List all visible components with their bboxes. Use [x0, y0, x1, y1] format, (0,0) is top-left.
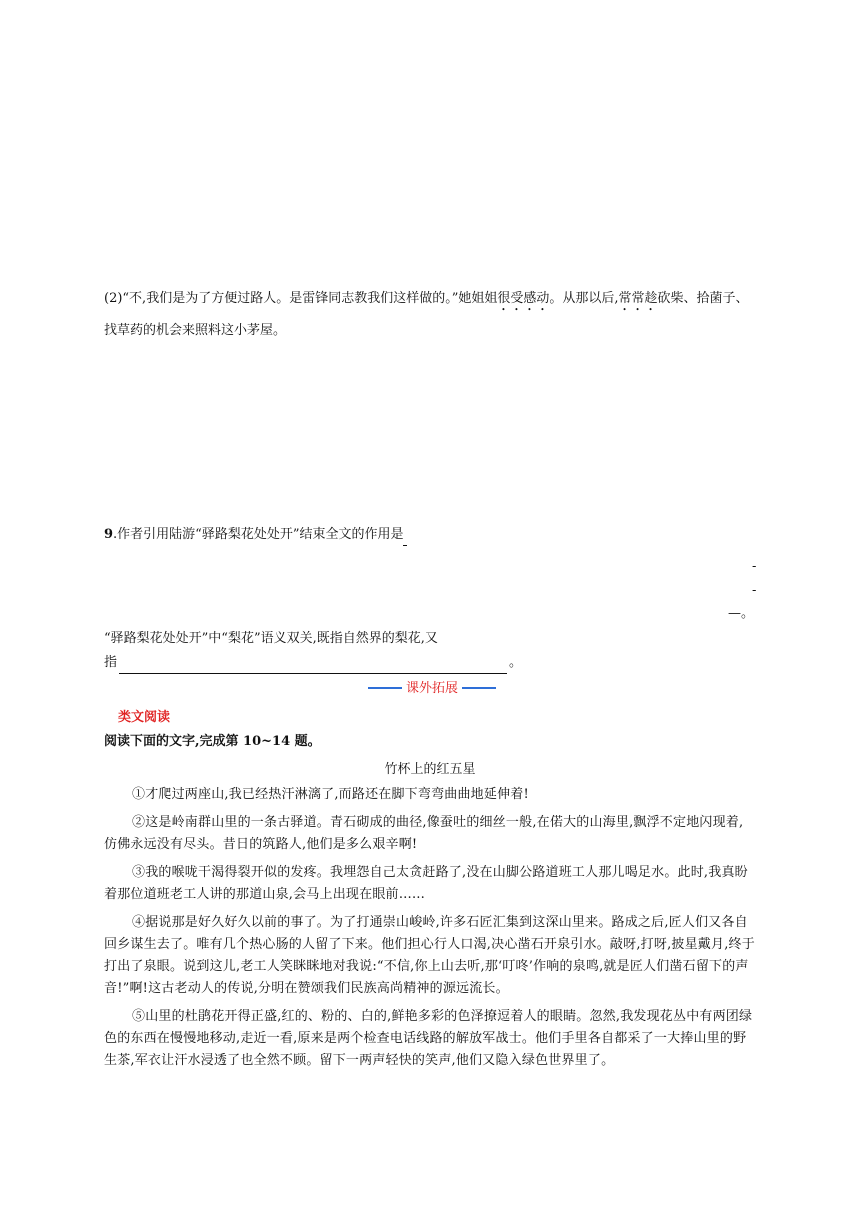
question-9-number: 9 — [104, 527, 114, 542]
paragraph-5: ⑤山里的杜鹃花开得正盛,红的、粉的、白的,鲜艳多彩的色泽撩逗着人的眼睛。忽然,我发现花丛中有两团绿色的东西在慢慢地移动,走近一看,原来是两个检查电话线路的解放军战士。他们手里各自都采了一大捧山里的野生茶,军衣让汗水浸透了也全然不顾。留下一两声轻快的笑声,他们又隐入绿色世界里了。 — [104, 1009, 753, 1068]
paragraph-1: ①才爬过两座山,我已经热汗淋漓了,而路还在脚下弯弯曲曲地延伸着! — [132, 787, 529, 802]
divider-line-right — [462, 687, 496, 689]
answer-line-mark-2: - — [752, 583, 757, 598]
reading-instruction: 阅读下面的文字,完成第 10~14 题。 — [104, 734, 321, 749]
paragraph-4: ④据说那是好久好久以前的事了。为了打通崇山峻岭,许多石匠汇集到这深山里来。路成之后,匠人们又各自回乡谋生去了。唯有几个热心肠的人留了下来。他们担心行人口渴,决心凿石开泉引水。敲呀,打呀,披星戴月,终于打出了泉眼。说到这儿,老工人笑眯眯地对我说:“不信,你上山去听,那‘叮咚’作响的泉鸣,就是匠人们凿石留下的声音!”啊!这古老动人的传说,分明在赞颂我们民族高尚精神的源远流长。 — [104, 915, 755, 996]
answer-line-end: —。 — [728, 606, 755, 621]
question-8-2-emphasis-a: 很受感动 — [497, 291, 550, 306]
question-8-2-text-c: 砍柴、拾菌子、 — [657, 291, 749, 306]
question-9-answer-line[interactable] — [403, 531, 407, 546]
question-8-2-text-b: 。从那以后, — [549, 291, 619, 306]
question-9-part-2-blank-row — [104, 652, 522, 674]
question-8-2 — [104, 288, 764, 342]
paragraph-2: ②这是岭南群山里的一条古驿道。青石砌成的曲径,像蚕吐的细丝一般,在偌大的山海里,飘浮不定地闪现着,仿佛永远没有尽头。昔日的筑路人,他们是多么艰辛啊! — [104, 815, 744, 852]
paragraph-3: ③我的喉咙干渴得裂开似的发疼。我埋怨自己太贪赶路了,没在山脚公路道班工人那儿喝足水。此时,我真盼着那位道班老工人讲的那道山泉,会马上出现在眼前…… — [104, 865, 748, 902]
section-divider — [368, 680, 496, 700]
passage-body — [104, 784, 756, 1072]
question-8-2-line1 — [104, 288, 764, 314]
passage-title: 竹杯上的红五星 — [384, 762, 476, 777]
question-9-zhi: 指 — [104, 655, 118, 670]
question-8-2-emphasis-b: 常常趁 — [618, 291, 658, 306]
question-8-2-line2: 找草药的机会来照料这小茅屋。 — [104, 323, 287, 338]
question-9-period: 。 — [509, 655, 523, 670]
question-8-2-text-a: (2)“不,我们是为了方便过路人。是雷锋同志教我们这样做的。”她姐姐 — [104, 291, 498, 306]
question-9-answer-blank[interactable] — [119, 657, 507, 674]
reading-category: 类文阅读 — [118, 710, 171, 725]
divider-line-left — [368, 687, 402, 689]
question-9-text: .作者引用陆游“驿路梨花处处开”结束全文的作用是 — [113, 527, 404, 542]
answer-line-mark-1: - — [752, 559, 757, 574]
question-9-stem — [104, 524, 407, 546]
question-9-part-2: “驿路梨花处处开”中“梨花”语义双关,既指自然界的梨花,又 — [104, 631, 438, 646]
section-title: 课外拓展 — [405, 681, 458, 696]
